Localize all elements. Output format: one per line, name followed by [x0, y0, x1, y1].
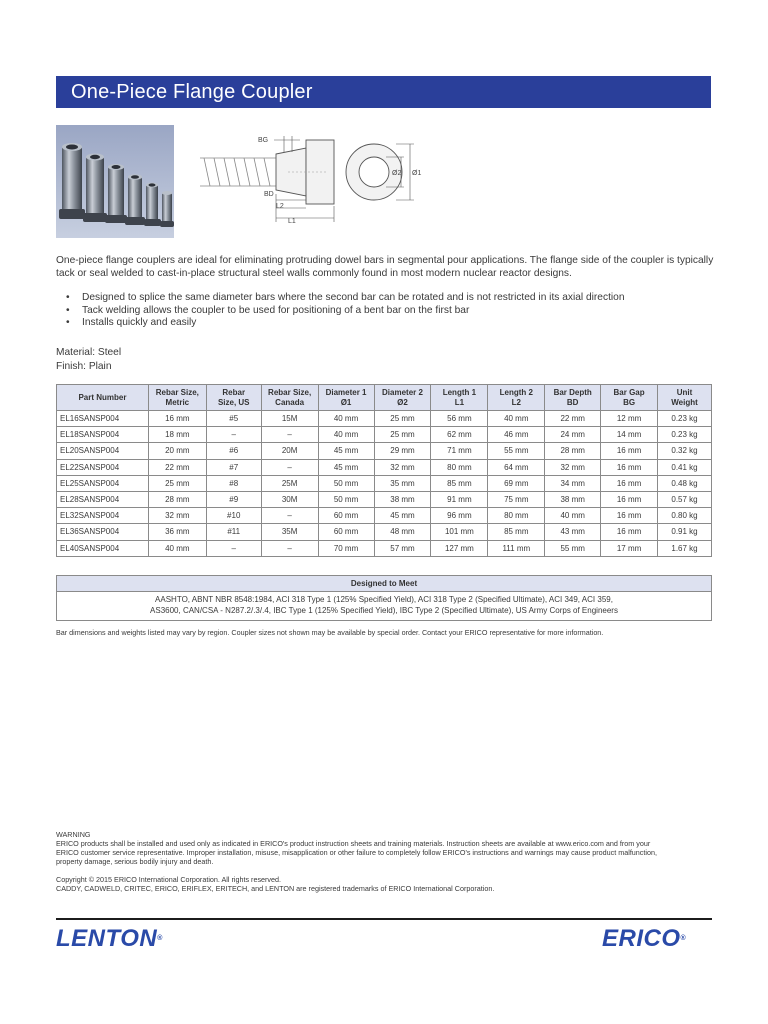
column-header-line: Part Number	[78, 392, 127, 402]
intro-paragraph: One-piece flange couplers are ideal for eliminating protruding dowel bars in segmental pour applications. The flange side of the coupler is typically tack or seal welded to cast-in-place structural steel walls commonly found in most modern nuclear reactor designs.	[56, 255, 714, 279]
diagram-label-bg: BG	[258, 137, 269, 144]
table-cell: 0.48 kg	[658, 475, 712, 491]
column-header-line: Bar Depth	[553, 387, 592, 397]
table-cell: 17 mm	[601, 540, 658, 556]
table-cell: 85 mm	[431, 475, 488, 491]
table-row	[57, 427, 712, 443]
spec-table-body	[57, 411, 712, 557]
part-number-cell: EL40SANSP004	[57, 540, 149, 556]
warning-text: ERICO products shall be installed and used only as indicated in ERICO's product instruction sheets and training materials. Instruction sheets are available at www.erico.com and from your	[56, 839, 651, 848]
table-cell: 70 mm	[318, 540, 374, 556]
table-cell: –	[261, 459, 318, 475]
table-row	[57, 475, 712, 491]
table-cell: 45 mm	[374, 508, 431, 524]
diagram-label-l1: L1	[288, 218, 296, 225]
table-cell: 127 mm	[431, 540, 488, 556]
table-cell: 36 mm	[148, 524, 206, 540]
table-cell: 75 mm	[488, 491, 545, 507]
table-cell: 45 mm	[318, 443, 374, 459]
table-cell: 16 mm	[601, 524, 658, 540]
column-header-line: Length 2	[499, 387, 533, 397]
standards-line: AASHTO, ABNT NBR 8548:1984, ACI 318 Type 1 (125% Specified Yield), ACI 318 Type 2 (Specified Ultimate), ACI 349, ACI 359,	[155, 595, 613, 604]
copyright-line: Copyright © 2015 ERICO International Corporation. All rights reserved.	[56, 875, 282, 884]
part-number-cell: EL32SANSP004	[57, 508, 149, 524]
column-header-line: Weight	[671, 397, 698, 407]
table-cell: #6	[206, 443, 261, 459]
header-row	[57, 385, 712, 411]
standards-box	[56, 575, 712, 621]
table-cell: 25 mm	[374, 427, 431, 443]
part-number-cell: EL16SANSP004	[57, 411, 149, 427]
table-cell: –	[206, 540, 261, 556]
feature-list	[66, 292, 716, 330]
spec-table	[56, 384, 712, 557]
title-bar	[56, 76, 711, 108]
table-cell: 38 mm	[374, 491, 431, 507]
table-cell: 0.80 kg	[658, 508, 712, 524]
table-cell: 1.67 kg	[658, 540, 712, 556]
table-cell: 40 mm	[318, 411, 374, 427]
table-cell: 15M	[261, 411, 318, 427]
part-number-cell: EL20SANSP004	[57, 443, 149, 459]
table-cell: 96 mm	[431, 508, 488, 524]
material-info	[56, 346, 121, 374]
table-cell: 111 mm	[488, 540, 545, 556]
feature-item: • Installs quickly and easily	[66, 317, 716, 330]
column-header-line: BG	[623, 397, 636, 407]
column-header	[658, 385, 712, 411]
table-cell: 22 mm	[148, 459, 206, 475]
table-cell: 80 mm	[488, 508, 545, 524]
table-cell: 80 mm	[431, 459, 488, 475]
table-row	[57, 540, 712, 556]
table-cell: 101 mm	[431, 524, 488, 540]
table-cell: 16 mm	[601, 508, 658, 524]
column-header-line: Diameter 1	[325, 387, 367, 397]
column-header	[261, 385, 318, 411]
spec-table-header	[57, 385, 712, 411]
column-header-line: Rebar Size,	[155, 387, 199, 397]
table-cell: 55 mm	[488, 443, 545, 459]
footer-rule	[56, 918, 712, 920]
feature-item: • Tack welding allows the coupler to be used for positioning of a bent bar on the first bar	[66, 305, 716, 318]
table-cell: 69 mm	[488, 475, 545, 491]
table-cell: 40 mm	[318, 427, 374, 443]
copyright-block	[56, 875, 716, 893]
standards-line: AS3600, CAN/CSA - N287.2/.3/.4, IBC Type 1 (125% Specified Yield), IBC Type 2 (Specified Ultimate), US Army Corps of Engineers	[150, 605, 618, 615]
table-cell: 71 mm	[431, 443, 488, 459]
table-cell: 18 mm	[148, 427, 206, 443]
column-header-line: L2	[511, 397, 521, 407]
dimensions-note: Bar dimensions and weights listed may vary by region. Coupler sizes not shown may be available by special order. Contact your ERICO representative for more information.	[56, 628, 604, 637]
erico-logo	[602, 926, 686, 952]
table-cell: #8	[206, 475, 261, 491]
table-row	[57, 459, 712, 475]
table-cell: 12 mm	[601, 411, 658, 427]
table-cell: 40 mm	[545, 508, 601, 524]
table-cell: 16 mm	[148, 411, 206, 427]
column-header-line: Canada	[275, 397, 305, 407]
table-cell: 62 mm	[431, 427, 488, 443]
table-cell: #11	[206, 524, 261, 540]
standards-heading: Designed to Meet	[57, 576, 711, 592]
table-cell: 0.57 kg	[658, 491, 712, 507]
table-cell: 16 mm	[601, 459, 658, 475]
table-cell: 60 mm	[318, 508, 374, 524]
part-number-cell: EL22SANSP004	[57, 459, 149, 475]
table-cell: 64 mm	[488, 459, 545, 475]
column-header	[431, 385, 488, 411]
table-cell: 28 mm	[148, 491, 206, 507]
table-cell: 32 mm	[148, 508, 206, 524]
trademark-line: CADDY, CADWELD, CRITEC, ERICO, ERIFLEX, ERITECH, and LENTON are registered trademarks of ERICO International Corporation.	[56, 884, 495, 893]
table-cell: –	[206, 427, 261, 443]
table-cell: 0.91 kg	[658, 524, 712, 540]
table-cell: 25 mm	[148, 475, 206, 491]
table-cell: 45 mm	[318, 459, 374, 475]
diagram-label-phi1: Ø1	[412, 170, 422, 177]
table-cell: 20M	[261, 443, 318, 459]
erico-logo-text: ERICO	[602, 925, 681, 952]
part-number-cell: EL25SANSP004	[57, 475, 149, 491]
standards-list	[57, 592, 711, 620]
column-header-line: Diameter 2	[382, 387, 423, 397]
column-header-line: Size, US	[217, 397, 250, 407]
column-header-line: Length 1	[442, 387, 477, 397]
table-cell: –	[261, 508, 318, 524]
part-number-cell: EL18SANSP004	[57, 427, 149, 443]
table-cell: 91 mm	[431, 491, 488, 507]
table-cell: 55 mm	[545, 540, 601, 556]
table-cell: 40 mm	[488, 411, 545, 427]
page-title: One-Piece Flange Coupler	[71, 81, 313, 103]
table-cell: 28 mm	[545, 443, 601, 459]
registered-mark: ®	[680, 935, 687, 942]
table-cell: 35 mm	[374, 475, 431, 491]
table-cell: 57 mm	[374, 540, 431, 556]
column-header	[148, 385, 206, 411]
diagram-label-bd: BD	[264, 191, 274, 198]
table-cell: 30M	[261, 491, 318, 507]
warning-text: property damage, serious bodily injury and death.	[56, 857, 214, 866]
warning-heading: WARNING	[56, 830, 91, 839]
column-header	[545, 385, 601, 411]
table-cell: 24 mm	[545, 427, 601, 443]
table-cell: 50 mm	[318, 475, 374, 491]
table-cell: 25M	[261, 475, 318, 491]
part-number-cell: EL28SANSP004	[57, 491, 149, 507]
table-cell: 0.23 kg	[658, 427, 712, 443]
table-cell: 22 mm	[545, 411, 601, 427]
table-cell: 60 mm	[318, 524, 374, 540]
table-cell: 0.41 kg	[658, 459, 712, 475]
diagram-label-l2: L2	[276, 203, 284, 210]
table-cell: 34 mm	[545, 475, 601, 491]
table-cell: 29 mm	[374, 443, 431, 459]
table-cell: 43 mm	[545, 524, 601, 540]
material-label: Material: Steel	[56, 347, 122, 358]
table-cell: #7	[206, 459, 261, 475]
warning-block	[56, 830, 716, 866]
table-cell: #5	[206, 411, 261, 427]
table-row	[57, 524, 712, 540]
table-cell: 16 mm	[601, 443, 658, 459]
table-cell: 16 mm	[601, 475, 658, 491]
column-header	[57, 385, 149, 411]
table-row	[57, 443, 712, 459]
diagram-label-phi2: Ø2	[392, 170, 402, 177]
column-header-line: Ø2	[397, 397, 408, 407]
table-cell: #10	[206, 508, 261, 524]
feature-item: • Designed to splice the same diameter bars where the second bar can be rotated and is not restricted in its axial direction	[66, 292, 716, 305]
warning-text: ERICO customer service representative. Improper installation, misuse, misapplication or other failure to completely follow ERICO's instructions and warnings may cause product malfunction,	[56, 848, 657, 857]
table-cell: 40 mm	[148, 540, 206, 556]
column-header-line: Bar Gap	[613, 387, 645, 397]
table-cell: 0.23 kg	[658, 411, 712, 427]
table-cell: 16 mm	[601, 491, 658, 507]
part-number-cell: EL36SANSP004	[57, 524, 149, 540]
product-photo	[56, 125, 174, 238]
column-header-line: BD	[566, 397, 579, 407]
column-header	[206, 385, 261, 411]
table-cell: 0.32 kg	[658, 443, 712, 459]
table-cell: 85 mm	[488, 524, 545, 540]
column-header	[488, 385, 545, 411]
table-cell: 48 mm	[374, 524, 431, 540]
table-cell: 20 mm	[148, 443, 206, 459]
table-cell: 32 mm	[545, 459, 601, 475]
table-cell: –	[261, 427, 318, 443]
table-cell: –	[261, 540, 318, 556]
column-header	[374, 385, 431, 411]
table-cell: 46 mm	[488, 427, 545, 443]
column-header-line: Metric	[165, 397, 190, 407]
table-row	[57, 508, 712, 524]
column-header-line: Unit	[676, 387, 693, 397]
table-cell: 35M	[261, 524, 318, 540]
table-cell: 38 mm	[545, 491, 601, 507]
column-header-line: Rebar	[222, 387, 246, 397]
table-cell: 56 mm	[431, 411, 488, 427]
table-cell: 14 mm	[601, 427, 658, 443]
table-cell: 50 mm	[318, 491, 374, 507]
column-header-line: Rebar Size,	[268, 387, 312, 397]
table-row	[57, 411, 712, 427]
table-cell: #9	[206, 491, 261, 507]
lenton-logo	[56, 926, 163, 952]
column-header	[601, 385, 658, 411]
table-cell: 25 mm	[374, 411, 431, 427]
table-cell: 32 mm	[374, 459, 431, 475]
registered-mark: ®	[157, 935, 163, 942]
table-row	[57, 491, 712, 507]
coupler-diagram	[196, 128, 436, 228]
column-header	[318, 385, 374, 411]
column-header-line: Ø1	[340, 397, 352, 407]
column-header-line: L1	[454, 397, 465, 407]
finish-label: Finish: Plain	[56, 361, 112, 372]
lenton-logo-text: LENTON	[56, 925, 158, 952]
